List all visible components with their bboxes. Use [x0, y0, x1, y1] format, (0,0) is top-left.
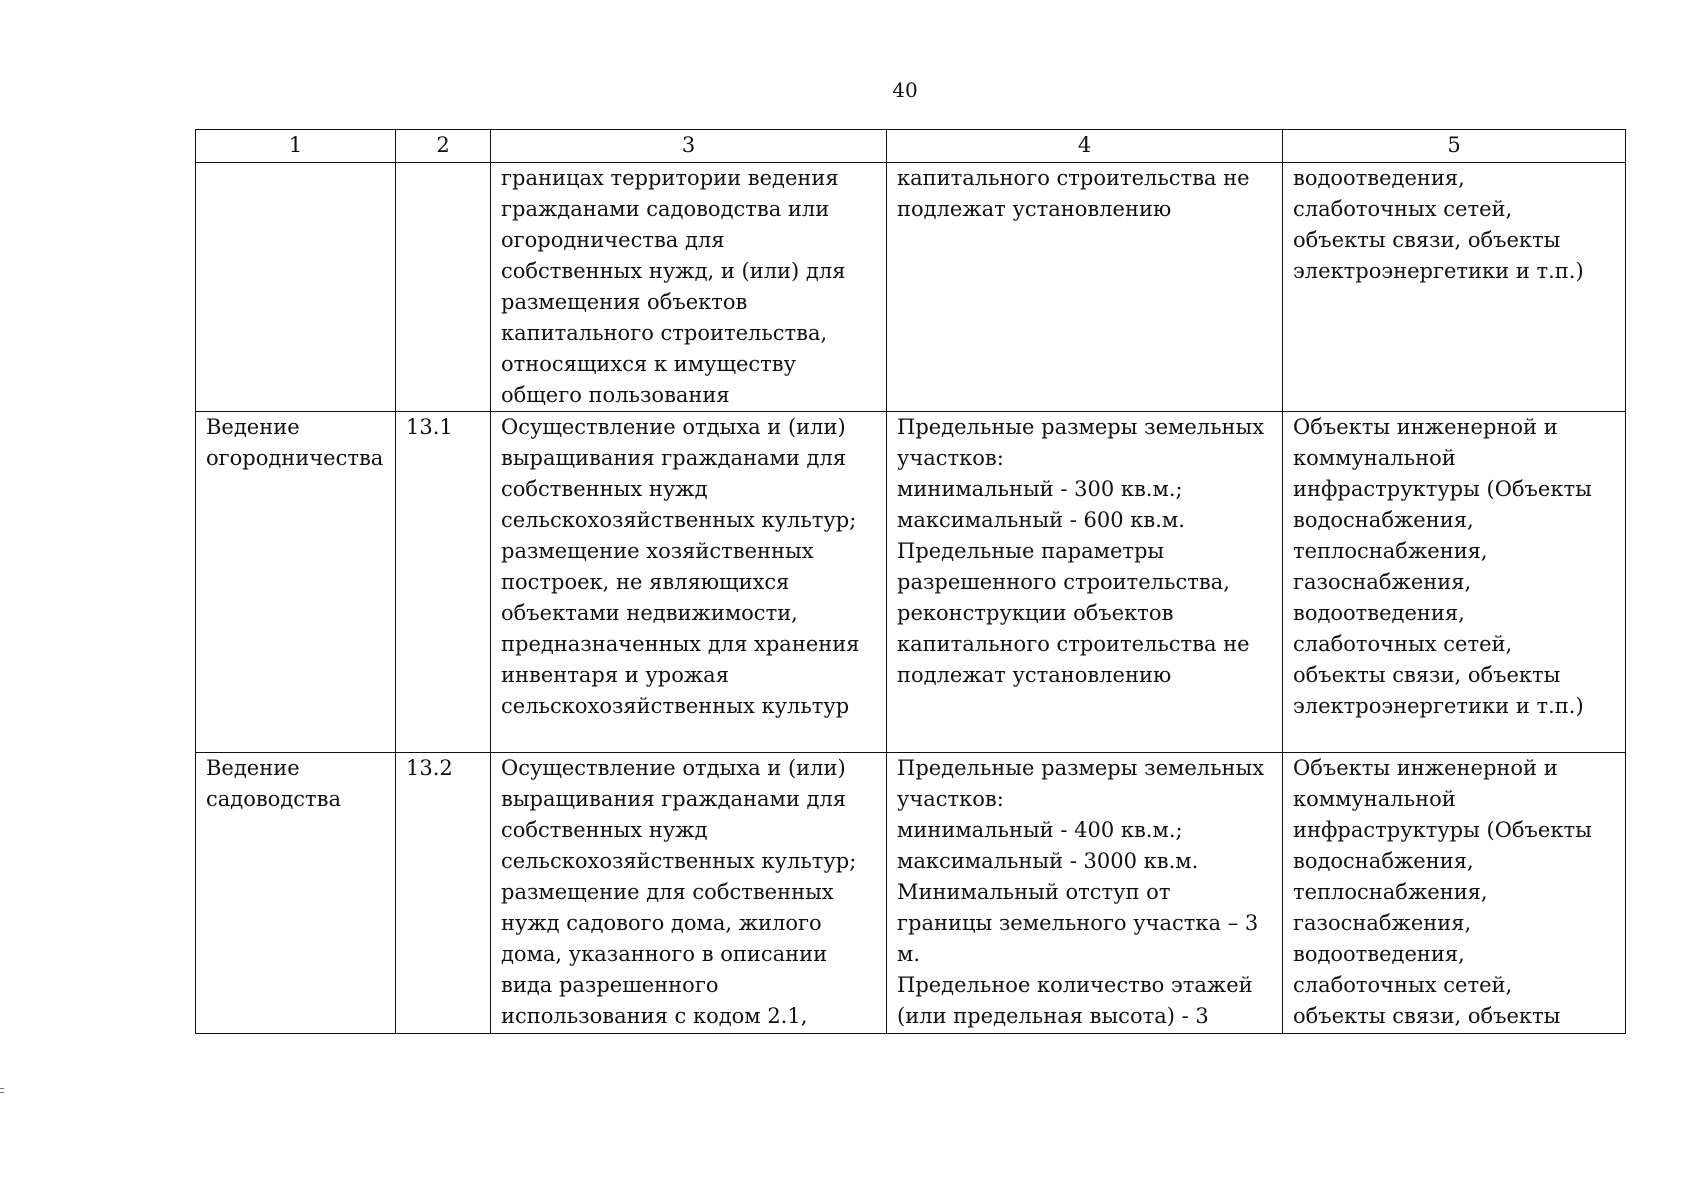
use-description-cell — [491, 753, 887, 1034]
use-code-cell — [396, 412, 491, 753]
column-header-3: 3 — [491, 130, 887, 163]
parameters: Предельные размеры земельных участков: минимальный - 300 кв.м.; максимальный - 600 кв.м. Предельные параметры разрешенного строительства, реконструкции объектов капитального строительства не подлежат установлению — [897, 415, 1265, 687]
use-description: границах территории ведения гражданами садоводства или огородничества для собственных нужд, и (или) для размещения объектов капитального строительства, относящихся к имуществу общего пользования — [501, 166, 846, 407]
infrastructure-cell — [1283, 163, 1626, 412]
table-row — [196, 163, 1626, 412]
use-name-cell — [196, 163, 396, 412]
use-description-cell — [491, 163, 887, 412]
table-row — [196, 412, 1626, 753]
land-use-table — [195, 129, 1626, 1034]
infrastructure: Объекты инженерной и коммунальной инфраструктуры (Объекты водоснабжения, теплоснабжения, газоснабжения, водоотведения, слаботочных сетей, объекты связи, объекты электроэнергетики и т.п.) — [1293, 415, 1592, 718]
infrastructure-cell — [1283, 412, 1626, 753]
use-name: Ведение огородничества — [206, 415, 384, 470]
infrastructure: водоотведения, слаботочных сетей, объекты связи, объекты электроэнергетики и т.п.) — [1293, 166, 1584, 283]
use-name-cell — [196, 412, 396, 753]
scan-artifact — [0, 1088, 4, 1093]
use-name: Ведение садоводства — [206, 756, 341, 811]
page-number: 40 — [892, 78, 918, 102]
use-code: 13.1 — [406, 415, 453, 439]
use-description-cell — [491, 412, 887, 753]
infrastructure: Объекты инженерной и коммунальной инфраструктуры (Объекты водоснабжения, теплоснабжения, газоснабжения, водоотведения, слаботочных сетей, объекты связи, объекты — [1293, 756, 1592, 1028]
use-name-cell — [196, 753, 396, 1034]
parameters: капитального строительства не подлежат установлению — [897, 166, 1250, 221]
parameters: Предельные размеры земельных участков: минимальный - 400 кв.м.; максимальный - 3000 кв.м. Минимальный отступ от границы земельного участка – 3 м. Предельное количество этажей (или предельная высота) - 3 — [897, 756, 1265, 1028]
column-header-4: 4 — [887, 130, 1283, 163]
column-header-1: 1 — [196, 130, 396, 163]
parameters-cell — [887, 163, 1283, 412]
column-header-2: 2 — [396, 130, 491, 163]
parameters-cell — [887, 412, 1283, 753]
use-description: Осуществление отдыха и (или) выращивания гражданами для собственных нужд сельскохозяйственных культур; размещение хозяйственных построек, не являющихся объектами недвижимости, предназначенных для хранения инвентаря и урожая сельскохозяйственных культур — [501, 415, 860, 718]
parameters-cell — [887, 753, 1283, 1034]
header-row — [196, 130, 1626, 163]
use-code: 13.2 — [406, 756, 453, 780]
use-description: Осуществление отдыха и (или) выращивания гражданами для собственных нужд сельскохозяйственных культур; размещение для собственных нужд садового дома, жилого дома, указанного в описании вида разрешенного использования с кодом 2.1, — [501, 756, 857, 1028]
use-code-cell — [396, 163, 491, 412]
column-header-5: 5 — [1283, 130, 1626, 163]
use-code-cell — [396, 753, 491, 1034]
table-row — [196, 753, 1626, 1034]
infrastructure-cell — [1283, 753, 1626, 1034]
